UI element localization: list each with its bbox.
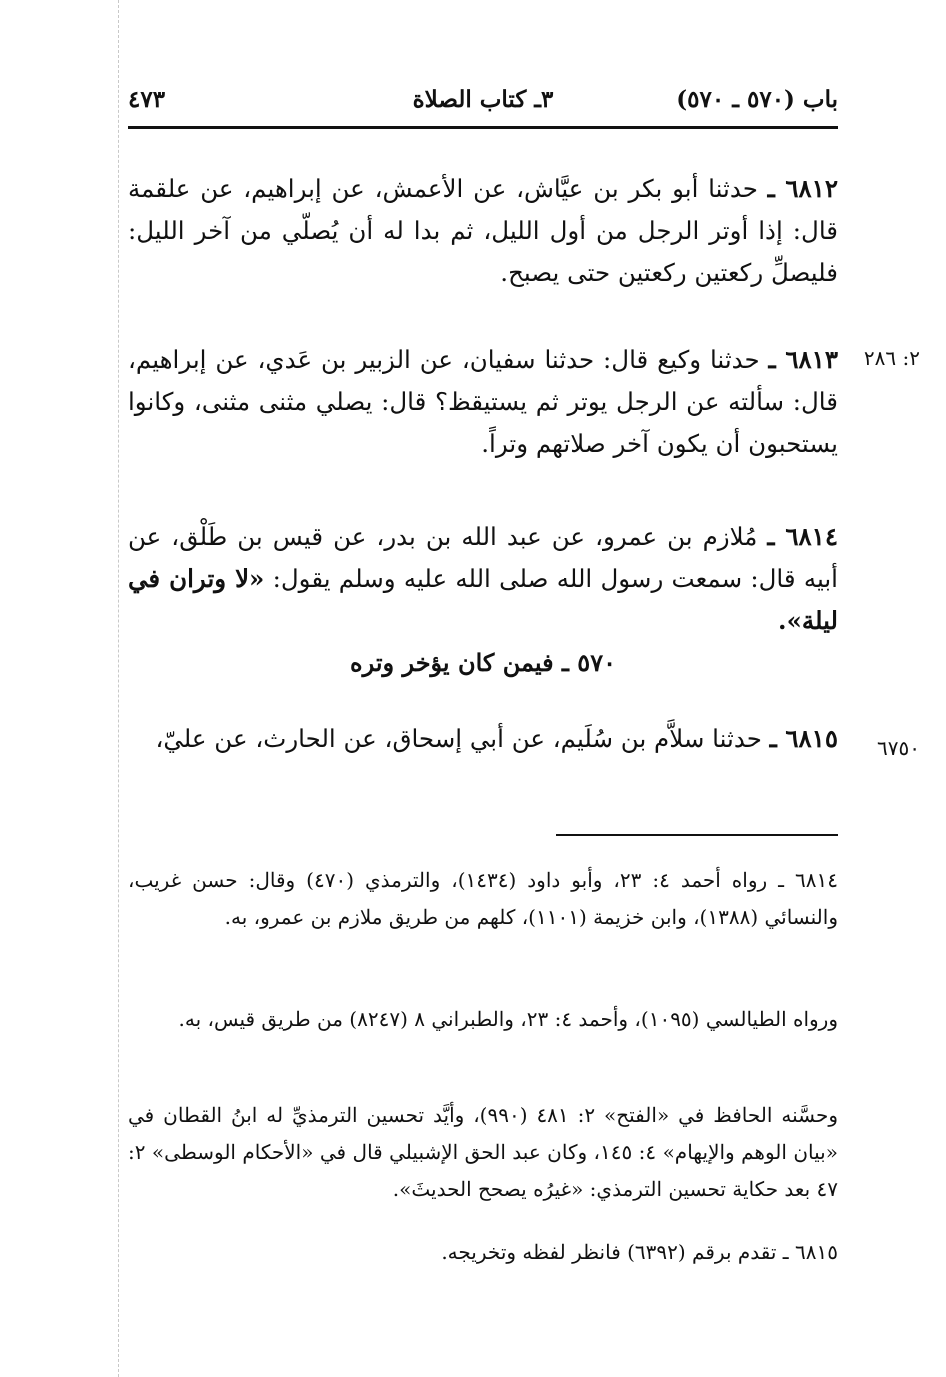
footnote: ٦٨١٤ ـ رواه أحمد ٤: ٢٣، وأبو داود (١٤٣٤)، والترمذي (٤٧٠) وقال: حسن غريب، والنسائي (١٣٨٨)، وابن خزيمة (١١٠١)، كلهم من طريق ملازم بن عمرو، به.: [128, 868, 838, 929]
section-heading: ٥٧٠ ـ فيمن كان يؤخر وتره: [350, 648, 616, 677]
footnote: ٦٨١٥ ـ تقدم برقم (٦٣٩٢) فانظر لفظه وتخريجه.: [441, 1240, 838, 1264]
running-header: [128, 82, 838, 122]
hadith-quote: «لا وتران في ليلة».: [128, 564, 838, 635]
page-number: ٤٧٣: [128, 86, 166, 113]
footnote-separator: [556, 834, 838, 836]
footnote: ورواه الطيالسي (١٠٩٥)، وأحمد ٤: ٢٣، والطبراني ٨ (٨٢٤٧) من طريق قيس، به.: [178, 1007, 838, 1031]
hadith-text: حدثنا سلاَّم بن سُلَيم، عن أبي إسحاق، عن الحارث، عن عليّ،: [155, 724, 770, 753]
hadith-text: حدثنا وكيع قال: حدثنا سفيان، عن الزبير بن عَدي، عن إبراهيم، قال: سألته عن الرجل يوتر ثم يستيقظ؟ قال: يصلي مثنى مثنى، وكانوا يستحبون أن يكون آخر صلاتهم وتراً.: [128, 345, 838, 458]
hadith-number: ٦٨١٢ ـ: [767, 174, 838, 203]
hadith-6812: [128, 168, 838, 294]
binding-guide-line: [118, 0, 119, 1377]
hadith-number: ٦٨١٣ ـ: [768, 345, 838, 374]
footnote: وحسَّنه الحافظ في «الفتح» ٢: ٤٨١ (٩٩٠)، وأيَّد تحسين الترمذيِّ له ابنُ القطان في «بيان الوهم والإيهام» ٤: ١٤٥، وكان عبد الحق الإشبيلي قال في «الأحكام الوسطى» ٢: ٤٧ بعد حكاية تحسين الترمذي: «غيرُه يصحح الحديثَ».: [128, 1103, 838, 1201]
hadith-number: ٦٨١٥ ـ: [769, 724, 838, 753]
margin-reference: ٦٧٥٠: [877, 736, 920, 760]
hadith-6814: [128, 516, 838, 642]
hadith-6813: [128, 339, 838, 465]
margin-reference: ٢: ٢٨٦: [863, 346, 920, 370]
hadith-text: حدثنا أبو بكر بن عيَّاش، عن الأعمش، عن إبراهيم، عن علقمة قال: إذا أوتر الرجل من أول الليل، ثم بدا له أن يُصلّي من آخر الليل: فليصلِّ ركعتين ركعتين حتى يصبح.: [128, 174, 838, 287]
hadith-text: مُلازم بن عمرو، عن عبد الله بن بدر، عن قيس بن طَلْق، عن أبيه قال: سمعت رسول الله صلى الله عليه وسلم يقول:: [128, 522, 838, 593]
hadith-number: ٦٨١٤ ـ: [767, 522, 838, 551]
book-title: ٣ـ كتاب الصلاة: [412, 86, 554, 113]
chapter-heading: باب (٥٧٠ ـ ٥٧٠): [676, 86, 838, 113]
header-rule: [128, 126, 838, 129]
hadith-6815: [128, 718, 838, 760]
